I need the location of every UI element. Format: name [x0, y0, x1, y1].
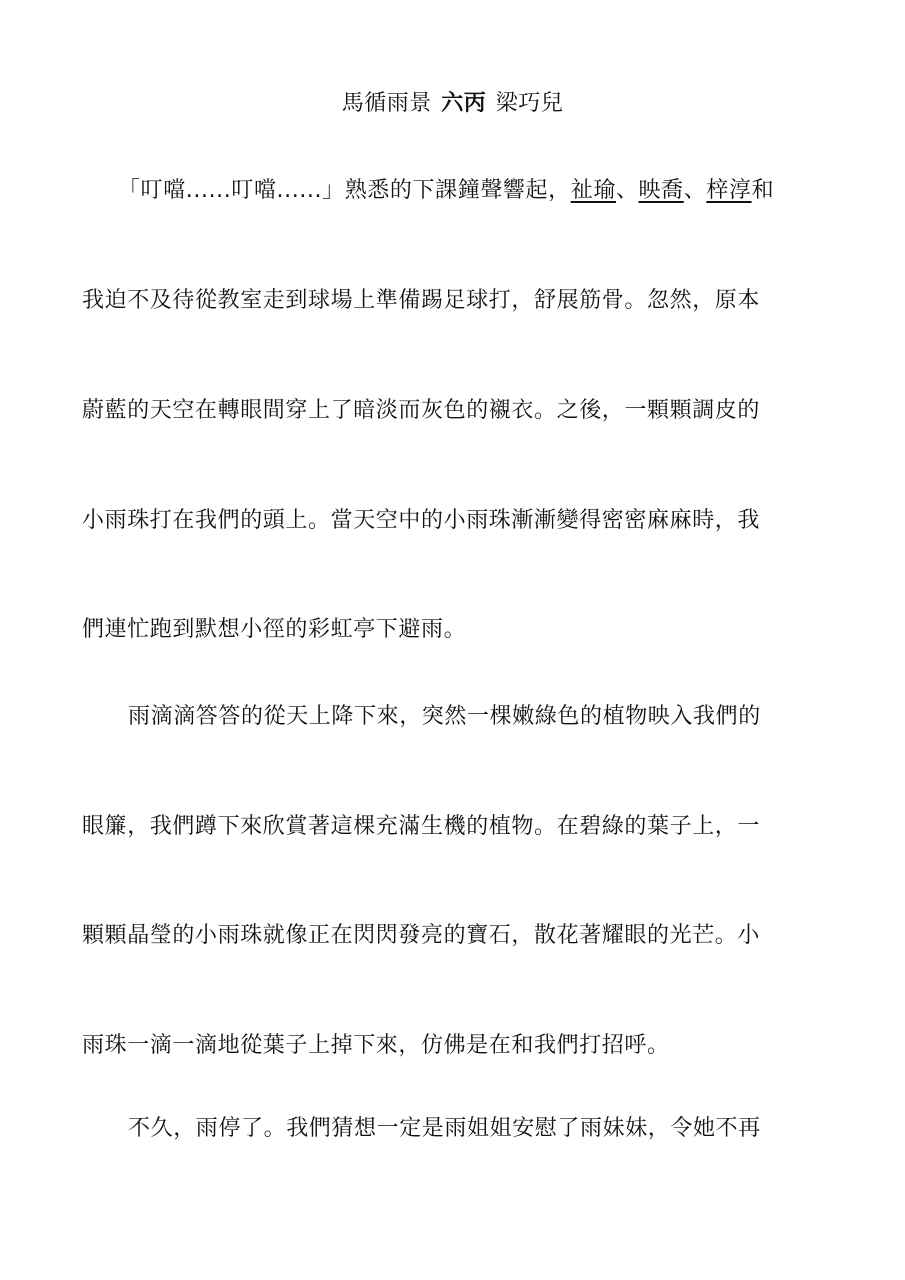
- separator: 、: [615, 178, 639, 203]
- author-name: 梁巧兒: [495, 91, 564, 116]
- class-label: 六丙: [441, 91, 487, 116]
- friend-name-1: 祉瑜: [570, 178, 616, 203]
- paragraph-2-line-4: 雨珠一滴一滴地從葉子上掉下來，仿佛是在和我們打招呼。: [82, 1033, 670, 1058]
- essay-title: [0, 86, 905, 122]
- paragraph-1-line-3: 蔚藍的天空在轉眼間穿上了暗淡而灰色的襯衣。之後，一顆顆調皮的: [82, 398, 761, 423]
- paragraph-1-line-1: [118, 173, 822, 209]
- friend-name-2: 映喬: [638, 178, 684, 203]
- separator: 、: [683, 178, 707, 203]
- opening-text: 「叮噹......叮噹......」熟悉的下課鐘聲響起，: [118, 178, 571, 203]
- paragraph-2-line-1: 雨滴滴答答的從天上降下來，突然一棵嫩綠色的植物映入我們的: [128, 704, 761, 729]
- paragraph-1-line-4: 小雨珠打在我們的頭上。當天空中的小雨珠漸漸變得密密麻麻時，我: [82, 508, 761, 533]
- paragraph-1-line-2: 我迫不及待從教室走到球場上準備踢足球打，舒展筋骨。忽然，原本: [82, 288, 761, 313]
- title-text: 馬循雨景: [341, 91, 432, 116]
- line-ending: 和: [751, 178, 775, 203]
- paragraph-3-line-1: 不久，雨停了。我們猜想一定是雨姐姐安慰了雨妹妹，令她不再: [128, 1116, 761, 1141]
- paragraph-1-line-5: 們連忙跑到默想小徑的彩虹亭下避雨。: [82, 617, 467, 642]
- friend-name-3: 梓淳: [706, 178, 752, 203]
- paragraph-2-line-2: 眼簾，我們蹲下來欣賞著這棵充滿生機的植物。在碧綠的葉子上，一: [82, 814, 761, 839]
- paragraph-2-line-3: 顆顆晶瑩的小雨珠就像正在閃閃發亮的寶石，散花著耀眼的光芒。小: [82, 923, 761, 948]
